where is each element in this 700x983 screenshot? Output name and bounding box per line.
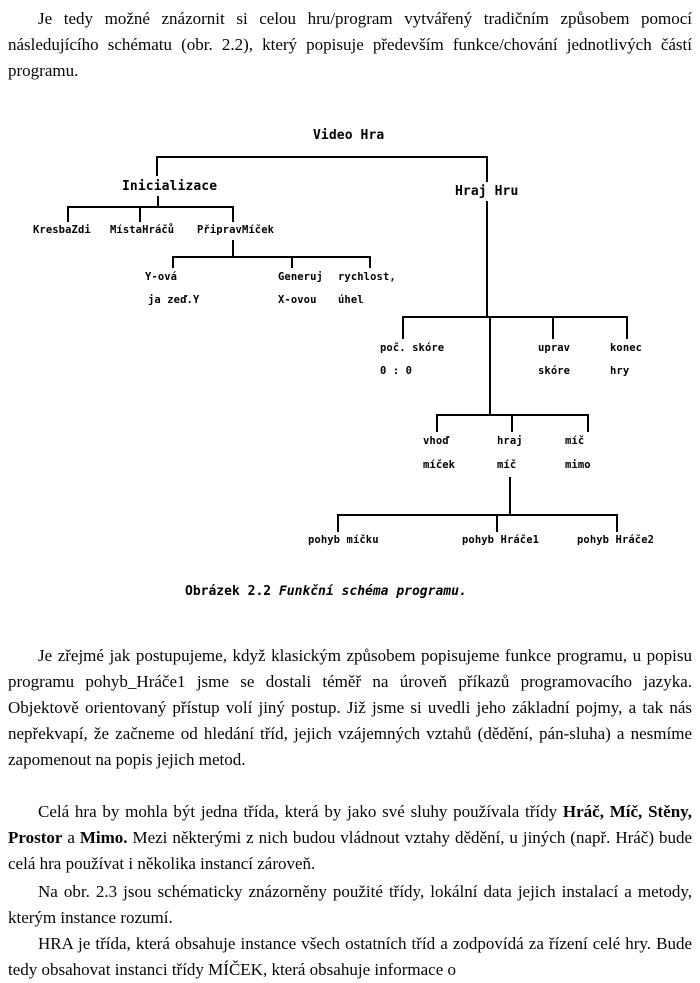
paragraph-classic-approach: Je zřejmé jak postupujeme, když klasickým způsobem popisujeme funkce programu, u popisu programu pohyb_Hráče1 jsme se dostali téměř na úroveň příkazů programovacího jazyka. Objektově orientovaný přístup volí jiný postup. Již jsme si uvedli jeho základní pojmy, a tak nás nepřekvapí, že začneme od hledání tříd, jejich vzájemných vztahů (dědění, pán-sluha) a nesmíme zapomenout na popis jejich metod. xyxy=(8,646,692,769)
node-pohyb-hrace2: pohyb Hráče2 xyxy=(577,534,655,546)
node-hraj-mic-line2: míč xyxy=(497,459,517,471)
node-inicializace: Inicializace xyxy=(122,179,218,194)
node-pohyb-micku: pohyb míčku xyxy=(308,534,379,546)
node-uprav-skore-line2: skóre xyxy=(538,365,571,377)
node-mic-mimo-line1: míč xyxy=(565,435,585,447)
node-hraj-hru: Hraj Hru xyxy=(455,184,519,199)
node-mista-hracu: MístaHráčů xyxy=(110,224,175,236)
node-priprav-micek: PřipravMíček xyxy=(197,224,275,236)
node-hraj-mic-line1: hraj xyxy=(497,435,523,447)
paragraph-intro: Je tedy možné znázornit si celou hru/program vytvářený tradičním způsobem pomocí následujícího schématu (obr. 2.2), který popisuje především funkce/chování jednotlivých částí programu. xyxy=(8,9,692,80)
figure-caption xyxy=(185,584,467,599)
connector-hrajhru-bracket xyxy=(403,317,627,339)
node-y-ova-line2: ja zeď.Y xyxy=(148,294,200,306)
connector-pripravmicek-bracket xyxy=(173,257,370,268)
node-generuj-line2: X-ovou xyxy=(278,294,317,306)
node-kresba-zdi: KresbaZdi xyxy=(33,224,91,236)
node-vhod-micek-line1: vhoď xyxy=(423,435,449,447)
node-konec-hry-line2: hry xyxy=(610,365,630,377)
node-vhod-micek-line2: míček xyxy=(423,459,456,471)
connector-pohyb-bracket xyxy=(338,515,617,532)
figure-caption-title: Funkční schéma programu. xyxy=(278,584,467,599)
node-poc-skore-line1: poč. skóre xyxy=(380,342,445,354)
node-poc-skore-line2: 0 : 0 xyxy=(380,365,413,377)
paragraph-hra-class: HRA je třída, která obsahuje instance všech ostatních tříd a zodpovídá za řízení celé hry. Bude tedy obsahovat instanci třídy MÍČEK, která obsahuje informace o xyxy=(8,934,692,979)
node-video-hra: Video Hra xyxy=(313,128,385,143)
node-konec-hry-line1: konec xyxy=(610,342,643,354)
paragraph-figure-2-3-ref: Na obr. 2.3 jsou schématicky znázorněny použité třídy, lokální data jejich instalací a metody, kterým instance rozumí. xyxy=(8,882,692,927)
node-mic-mimo-line2: mimo xyxy=(565,459,591,471)
node-rychlost-line1: rychlost, xyxy=(338,271,396,283)
node-y-ova-line1: Y-ová xyxy=(145,271,178,283)
connector-inicializace-bracket xyxy=(68,207,233,222)
paragraph-classes-list: Celá hra by mohla být jedna třída, která by jako své sluhy používala třídy Hráč, Míč, Stěny, Prostor a Mimo. Mezi některými z nich budou vládnout vztahy dědění, u jiných (např. Hráč) bude celá hra používat i několika instancí zároveň. xyxy=(8,802,692,873)
node-pohyb-hrace1: pohyb Hráče1 xyxy=(462,534,540,546)
figure-caption-label: Obrázek 2.2 xyxy=(185,584,272,599)
node-rychlost-line2: úhel xyxy=(338,294,364,306)
node-generuj-line1: Generuj xyxy=(278,271,323,283)
node-uprav-skore-line1: uprav xyxy=(538,342,571,354)
